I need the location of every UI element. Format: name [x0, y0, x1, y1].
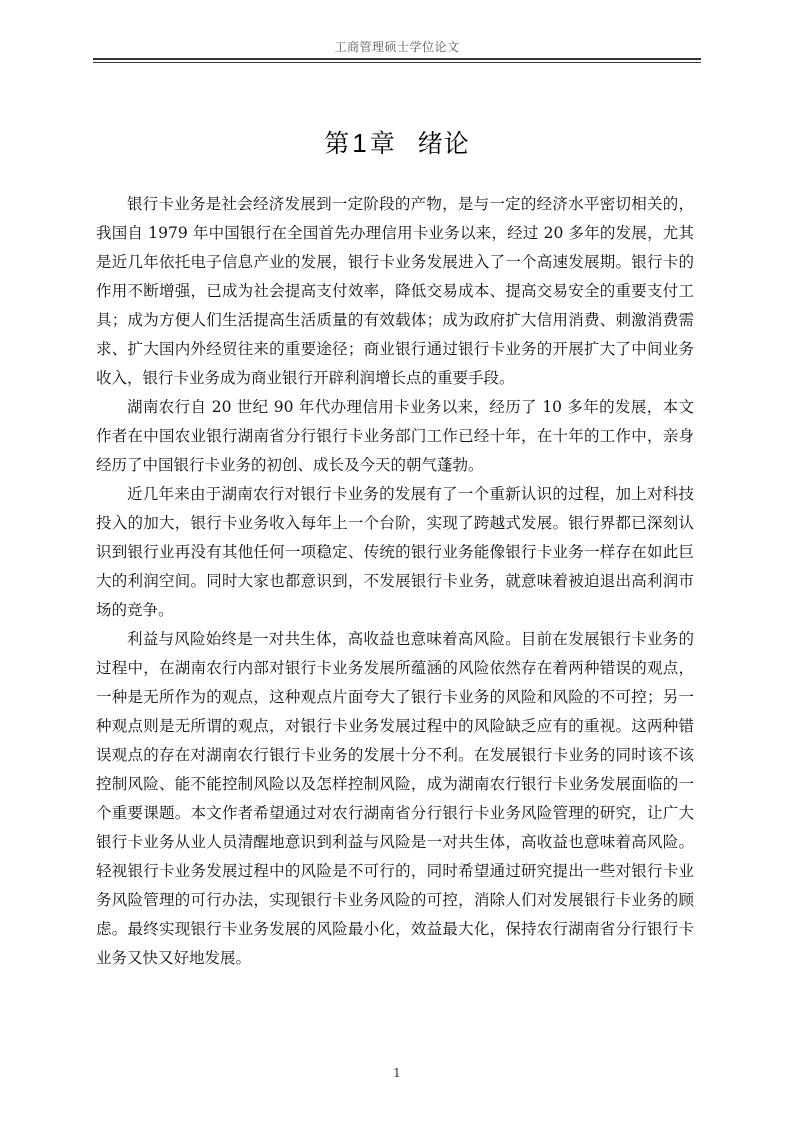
running-header: 工商管理硕士学位论文 — [334, 40, 460, 54]
paragraph: 近几年来由于湖南农行对银行卡业务的发展有了一个重新认识的过程，加上对科技投入的加大，银行卡业务收入每年上一个台阶，实现了跨越式发展。银行界都已深刻认识到银行业再没有其他任何一项稳定、传统的银行业务能像银行卡业务一样存在如此巨大的利润空间。同时大家也都意识到，不发展银行卡业务，就意味着被迫退出高利润市场的竞争。 — [96, 485, 694, 619]
page-number: 1 — [393, 1066, 401, 1080]
paragraph: 利益与风险始终是一对共生体，高收益也意味着高风险。目前在发展银行卡业务的过程中，在湖南农行内部对银行卡业务发展所蕴涵的风险依然存在着两种错误的观点，一种是无所作为的观点，这种观点片面夸大了银行卡业务的风险和风险的不可控；另一种观点则是无所谓的观点，对银行卡业务发展过程中的风险缺乏应有的重视。这两种错误观点的存在对湖南农行银行卡业务的发展十分不利。在发展银行卡业务的同时该不该控制风险、能不能控制风险以及怎样控制风险，成为湖南农行银行卡业务发展面临的一个重要课题。本文作者希望通过对农行湖南省分行银行卡业务风险管理的研究，让广大银行卡业务从业人员清醒地意识到利益与风险是一对共生体，高收益也意味着高风险。轻视银行卡业务发展过程中的风险是不可行的，同时希望通过研究提出一些对银行卡业务风险管理的可行办法，实现银行卡业务风险的可控，消除人们对发展银行卡业务的顾虑。最终实现银行卡业务发展的风险最小化，效益最大化，保持农行湖南省分行银行卡业务又快又好地发展。 — [96, 630, 694, 967]
chapter-suffix: 章 — [369, 129, 396, 158]
chapter-heading-text: 绪论 — [417, 129, 470, 158]
header-rule-thin — [93, 62, 701, 63]
paragraph: 湖南农行自 20 世纪 90 年代办理信用卡业务以来，经历了 10 多年的发展，本文作者在中国农业银行湖南省分行银行卡业务部门工作已经十年，在十年的工作中，亲身经历了中国银行卡业务的初创、成长及今天的朝气蓬勃。 — [96, 398, 694, 474]
chapter-number: 1 — [352, 128, 368, 158]
chapter-prefix: 第 — [324, 129, 351, 158]
header-rule — [93, 58, 701, 60]
paragraph: 银行卡业务是社会经济发展到一定阶段的产物，是与一定的经济水平密切相关的，我国自 1979 年中国银行在全国首先办理信用卡业务以来，经过 20 多年的发展，尤其是近几年依托电子信息产业的发展，银行卡业务发展进入了一个高速发展期。银行卡的作用不断增强，已成为社会提高支付效率，降低交易成本、提高交易安全的重要支付工具；成为方便人们生活提高生活质量的有效载体；成为政府扩大信用消费、刺激消费需求、扩大国内外经贸往来的重要途径；商业银行通过银行卡业务的开展扩大了中间业务收入，银行卡业务成为商业银行开辟利润增长点的重要手段。 — [96, 195, 694, 387]
chapter-body — [96, 190, 694, 973]
chapter-title — [93, 128, 701, 159]
